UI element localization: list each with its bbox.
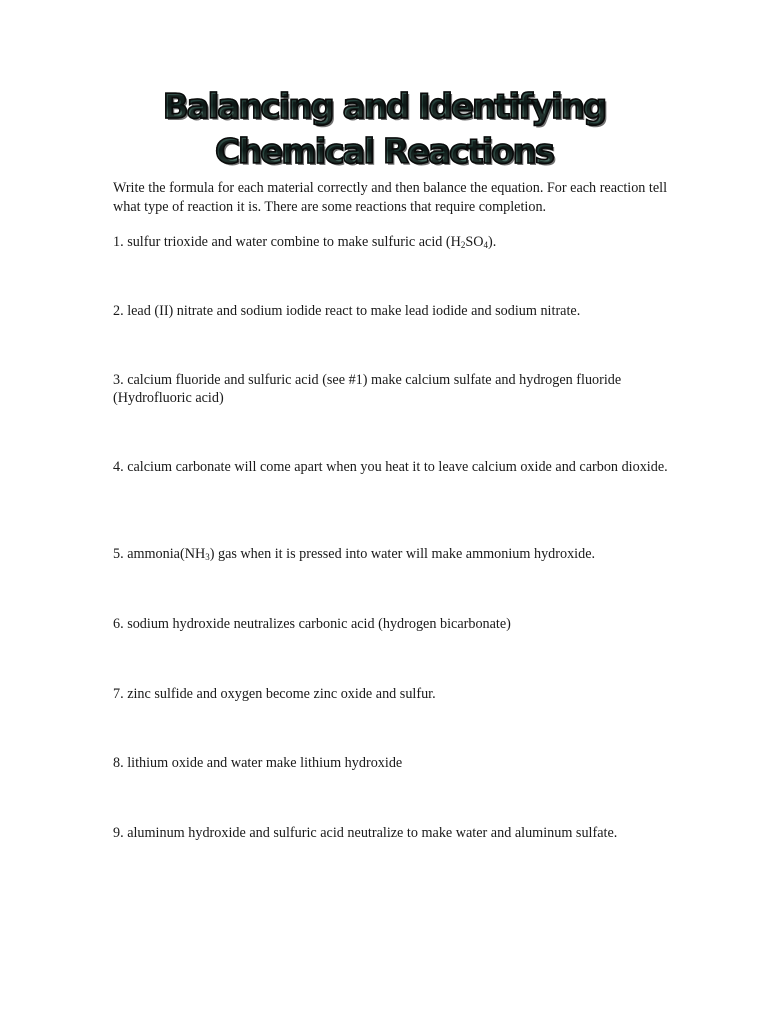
- question-text: lead (II) nitrate and sodium iodide react to make lead iodide and sodium nitrate.: [127, 303, 581, 319]
- question-text: sulfur trioxide and water combine to make sulfuric acid $(H_2SO_4)$.: [127, 234, 497, 250]
- question-text: calcium fluoride and sulfuric acid (see #1) make calcium sulfate and hydrogen fluoride (Hydrofluoric acid): [113, 372, 622, 406]
- question-text: calcium carbonate will come apart when you heat it to leave calcium oxide and carbon dioxide.: [127, 459, 668, 475]
- question-5: [113, 545, 673, 563]
- title-line-2: Chemical Reactions: [0, 133, 768, 171]
- question-number: 9.: [113, 825, 124, 841]
- title-line-1: Balancing and Identifying: [0, 88, 768, 126]
- question-8: [113, 754, 673, 772]
- question-number: 1.: [113, 234, 124, 250]
- question-number: 2.: [113, 303, 124, 319]
- question-4: [113, 458, 673, 476]
- question-1: [113, 233, 673, 251]
- question-text: sodium hydroxide neutralizes carbonic acid (hydrogen bicarbonate): [127, 616, 511, 632]
- question-9: [113, 824, 673, 842]
- question-6: [113, 615, 673, 633]
- question-7: [113, 685, 673, 703]
- question-number: 3.: [113, 372, 124, 388]
- question-number: 6.: [113, 616, 124, 632]
- question-number: 5.: [113, 546, 124, 562]
- question-2: [113, 302, 673, 320]
- question-text: zinc sulfide and oxygen become zinc oxide and sulfur.: [127, 686, 436, 702]
- question-text: $ammonia(NH_3)$ gas when it is pressed into water will make ammonium hydroxide.: [127, 546, 596, 562]
- question-text: lithium oxide and water make lithium hydroxide: [127, 755, 403, 771]
- instructions: Write the formula for each material correctly and then balance the equation. For each reaction tell what type of reaction it is. There are some reactions that require completion.: [113, 180, 668, 215]
- question-number: 4.: [113, 459, 124, 475]
- question-number: 7.: [113, 686, 124, 702]
- question-3: [113, 371, 673, 407]
- question-number: 8.: [113, 755, 124, 771]
- question-text: aluminum hydroxide and sulfuric acid neutralize to make water and aluminum sulfate.: [127, 825, 618, 841]
